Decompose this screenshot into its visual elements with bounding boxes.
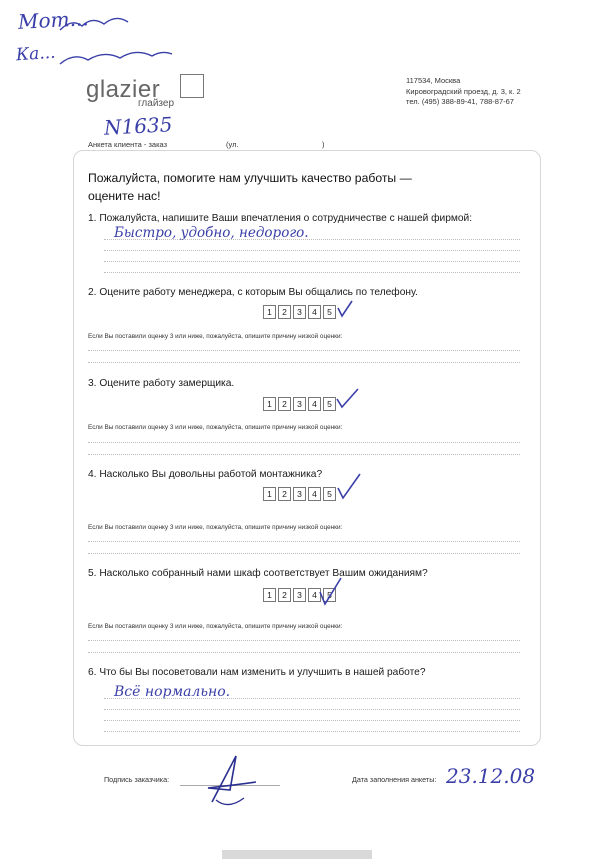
address-line-2: Кировоградский проезд, д. 3, к. 2 — [406, 86, 521, 96]
answer-line — [104, 261, 520, 262]
date-label: Дата заполнения анкеты: — [352, 775, 437, 784]
checkmark-icon — [317, 576, 343, 606]
rating-option[interactable]: 2 — [278, 487, 291, 501]
answer-line — [88, 454, 520, 455]
company-logo — [86, 74, 206, 114]
answer-line — [88, 350, 520, 351]
checkmark-icon — [334, 472, 362, 502]
low-score-prompt-5: Если Вы поставили оценку 3 или ниже, пожалуйста, опишите причину низкой оценки: — [88, 623, 343, 630]
answer-line — [88, 362, 520, 363]
logo-square-icon — [180, 74, 204, 98]
rating-option[interactable]: 4 — [308, 487, 321, 501]
rating-option[interactable]: 2 — [278, 588, 291, 602]
date-value[interactable]: 23.12.08 — [446, 764, 536, 788]
rating-scale-4 — [263, 487, 336, 501]
address-line-3: тел. (495) 388-89-41, 788-87-67 — [406, 97, 514, 106]
handwritten-name-1: Мот... — [17, 6, 90, 34]
question-6: 6. Что бы Вы посоветовали нам изменить и улучшить в нашей работе? — [88, 667, 426, 678]
survey-title — [88, 169, 528, 205]
scan-artifact-bar — [222, 850, 372, 859]
answer-line — [104, 709, 520, 710]
answer-line — [88, 442, 520, 443]
order-label: Анкета клиента - заказ — [88, 140, 168, 149]
answer-line — [104, 250, 520, 251]
low-score-prompt-4: Если Вы поставили оценку 3 или ниже, пожалуйста, опишите причину низкой оценки: — [88, 524, 343, 531]
title-line-2: оцените нас! — [88, 189, 161, 203]
rating-option[interactable]: 1 — [263, 305, 276, 319]
answer-line — [88, 541, 520, 542]
rating-option[interactable]: 1 — [263, 487, 276, 501]
answer-line — [88, 553, 520, 554]
rating-option[interactable]: 1 — [263, 588, 276, 602]
customer-signature — [186, 750, 276, 810]
street-label: (ул. — [226, 140, 239, 149]
handwritten-name-strokes — [12, 4, 182, 74]
rating-option[interactable]: 2 — [278, 305, 291, 319]
answer-line — [88, 640, 520, 641]
question-3: 3. Оцените работу замерщика. — [88, 378, 235, 389]
question-2: 2. Оцените работу менеджера, с которым Вы общались по телефону. — [88, 287, 418, 298]
form-number: N1635 — [103, 112, 173, 140]
signature-label: Подпись заказчика: — [104, 775, 170, 784]
answer-6[interactable]: Всё нормально. — [114, 684, 231, 700]
rating-option[interactable]: 4 — [308, 588, 321, 602]
answer-1[interactable]: Быстро, удобно, недорого. — [114, 225, 309, 241]
checkmark-icon — [334, 298, 356, 320]
title-line-1: Пожалуйста, помогите нам улучшить качество работы — — [88, 171, 412, 185]
question-5: 5. Насколько собранный нами шкаф соответствует Вашим ожиданиям? — [88, 568, 428, 579]
answer-line — [104, 720, 520, 721]
rating-option[interactable]: 4 — [308, 305, 321, 319]
answer-line — [88, 652, 520, 653]
checkmark-icon — [334, 387, 360, 411]
street-close: ) — [322, 140, 325, 149]
rating-option[interactable]: 1 — [263, 397, 276, 411]
answer-line — [104, 731, 520, 732]
answer-line — [104, 272, 520, 273]
rating-option[interactable]: 3 — [293, 305, 306, 319]
question-1: 1. Пожалуйста, напишите Ваши впечатления о сотрудничестве с нашей фирмой: — [88, 213, 473, 224]
logo-cyrillic-text: глайзер — [138, 98, 175, 109]
rating-option[interactable]: 5 — [323, 588, 336, 602]
answer-line — [104, 698, 520, 699]
answer-line — [104, 239, 520, 240]
handwritten-name-2: Ка... — [15, 42, 57, 66]
rating-option[interactable]: 3 — [293, 588, 306, 602]
rating-option[interactable]: 3 — [293, 487, 306, 501]
rating-option[interactable]: 5 — [323, 487, 336, 501]
rating-option[interactable]: 2 — [278, 397, 291, 411]
address-line-1: 117534, Москва — [406, 76, 461, 85]
rating-option[interactable]: 5 — [323, 397, 336, 411]
low-score-prompt-2: Если Вы поставили оценку 3 или ниже, пожалуйста, опишите причину низкой оценки: — [88, 333, 343, 340]
rating-option[interactable]: 5 — [323, 305, 336, 319]
logo-latin-text: glazier — [86, 76, 161, 103]
rating-scale-3 — [263, 397, 336, 411]
rating-option[interactable]: 4 — [308, 397, 321, 411]
company-address — [406, 76, 521, 108]
rating-scale-2 — [263, 305, 336, 319]
low-score-prompt-3: Если Вы поставили оценку 3 или ниже, пожалуйста, опишите причину низкой оценки: — [88, 424, 343, 431]
question-4: 4. Насколько Вы довольны работой монтажника? — [88, 469, 323, 480]
rating-option[interactable]: 3 — [293, 397, 306, 411]
